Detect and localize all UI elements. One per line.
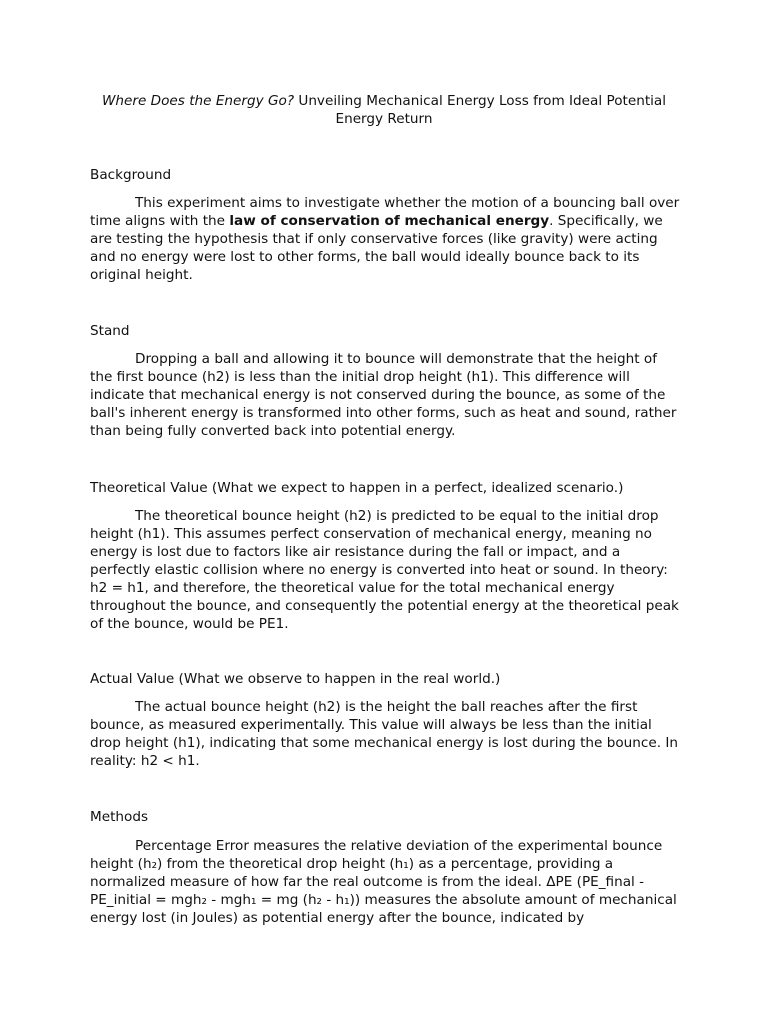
heading-stand: Stand xyxy=(90,323,130,339)
document-title-italic: Where Does the Energy Go? xyxy=(101,93,295,109)
document-title xyxy=(90,92,678,128)
paragraph-theoretical-value: The theoretical bounce height (h2) is predicted to be equal to the initial drop height (h1). This assumes perfect conservation of mechanical energy, meaning no energy is lost due to factors like air resistance during the fall or impact, and a perfectly elastic collision where no energy is converted into heat or sound. In theory: h2 = h1, and therefore, the theoretical value for the total mechanical energy throughout the bounce, and consequently the potential energy at the theoretical peak of the bounce, would be PE1. xyxy=(90,508,679,632)
background-bold-term: law of conservation of mechanical energy xyxy=(229,213,550,229)
heading-background: Background xyxy=(90,167,172,183)
paragraph-stand: Dropping a ball and allowing it to bounce will demonstrate that the height of the first bounce (h2) is less than the initial drop height (h1). This difference will indicate that mechanical energy is not conserved during the bounce, as some of the ball's inherent energy is transformed into other forms, such as heat and sound, rather than being fully converted back into potential energy. xyxy=(90,351,677,439)
background-text-start: This experiment aims to investigate whether the motion of a bouncing ball over time aligns with the xyxy=(90,195,680,229)
heading-actual-value: Actual Value (What we observe to happen in the real world.) xyxy=(90,671,501,687)
heading-methods: Methods xyxy=(90,809,149,825)
background-text-end: . Specifically, we are testing the hypothesis that if only conservative forces (like gravity) were acting and no energy were lost to other forms, the ball would ideally bounce back to its original height. xyxy=(90,213,663,283)
heading-theoretical-value: Theoretical Value (What we expect to happen in a perfect, idealized scenario.) xyxy=(90,480,624,496)
paragraph-actual-value: The actual bounce height (h2) is the height the ball reaches after the first bounce, as measured experimentally. This value will always be less than the initial drop height (h1), indicating that some mechanical energy is lost during the bounce. In reality: h2 < h1. xyxy=(90,699,678,769)
paragraph-methods: Percentage Error measures the relative deviation of the experimental bounce height (h₂) from the theoretical drop height (h₁) as a percentage, providing a normalized measure of how far the real outcome is from the ideal. ΔPE (PE_final - PE_initial = mgh₂ - mgh₁ = mg (h₂ - h₁)) measures the absolute amount of mechanical energy lost (in Joules) as potential energy after the bounce, indicated by xyxy=(90,838,677,926)
document-title-rest: Unveiling Mechanical Energy Loss from Ideal Potential Energy Return xyxy=(294,93,667,127)
paragraph-background xyxy=(90,194,680,284)
